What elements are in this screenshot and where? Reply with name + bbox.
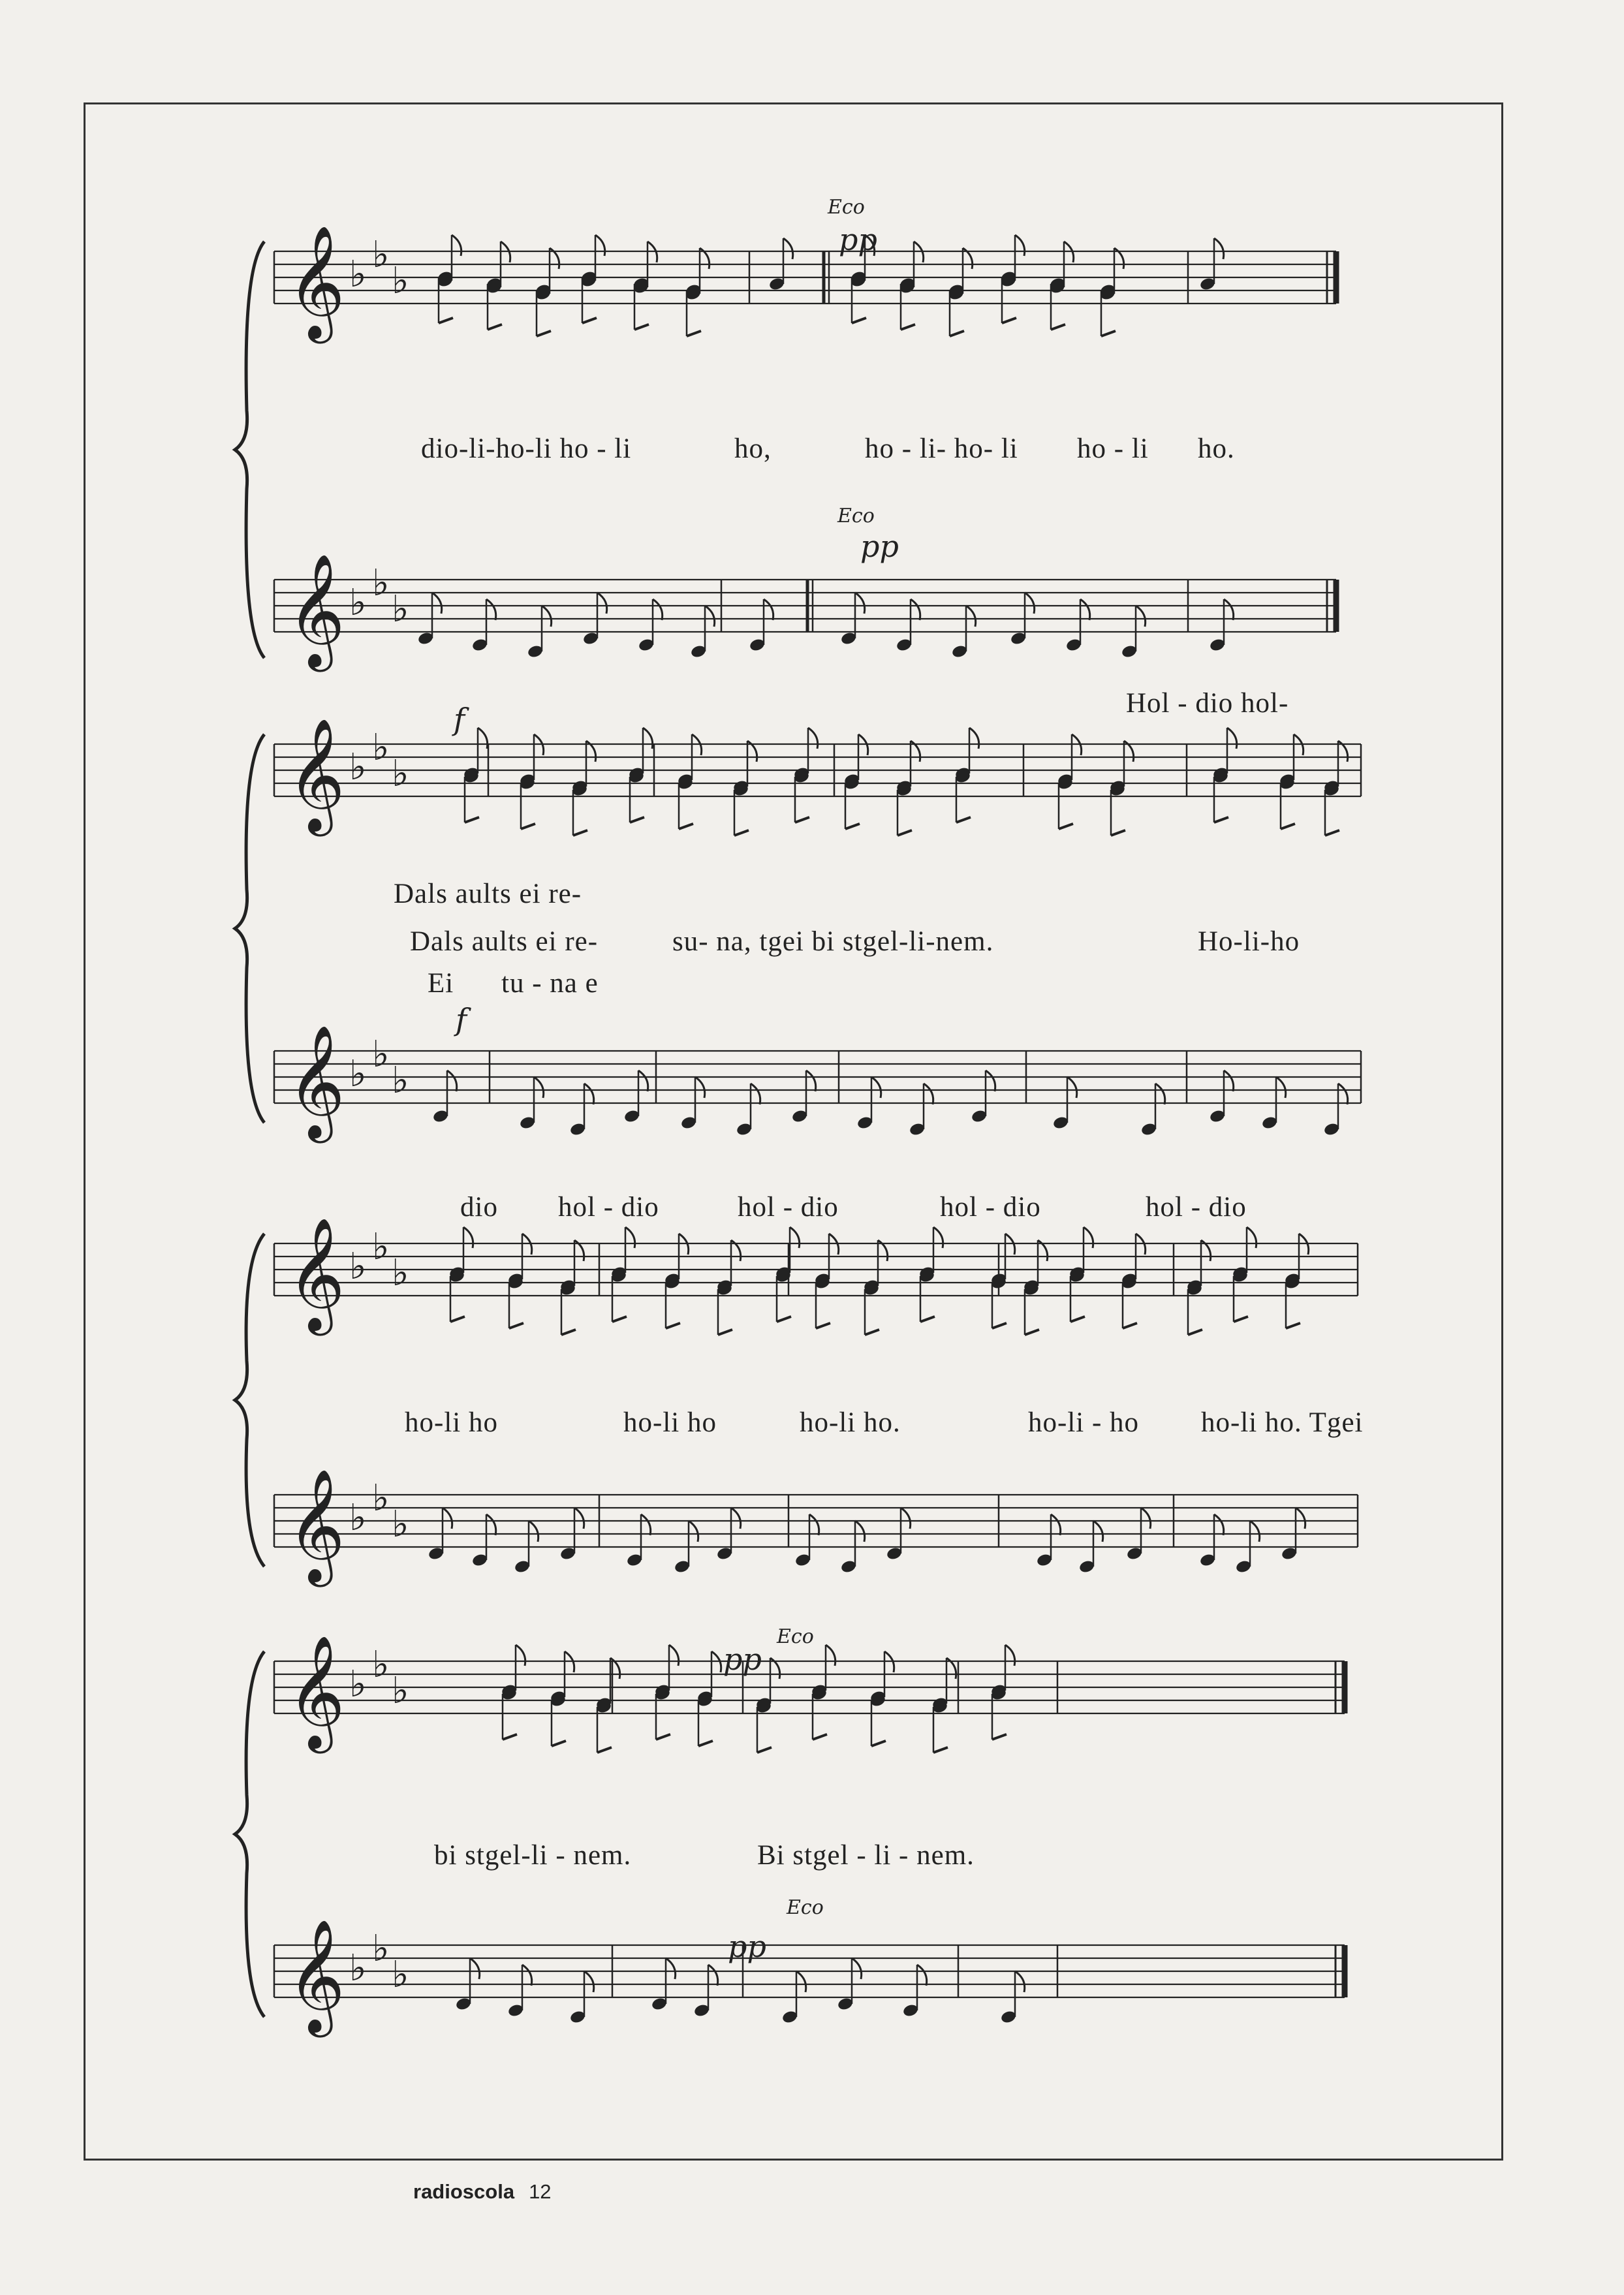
note-beam xyxy=(503,1734,517,1740)
treble-clef: 𝄞 xyxy=(287,718,345,832)
note-flag xyxy=(470,1958,480,1979)
lyric-line: Ei xyxy=(428,968,454,999)
note-flag xyxy=(478,728,488,749)
note-beam xyxy=(573,830,587,835)
note-beam xyxy=(450,1317,465,1322)
page-footer xyxy=(413,2180,552,2204)
note-flag xyxy=(1214,238,1224,259)
note-beam xyxy=(1325,830,1339,835)
note-beam xyxy=(795,817,809,822)
note-flag xyxy=(486,1514,496,1535)
flat-sign: ♭ xyxy=(349,1053,367,1095)
note-flag xyxy=(852,1958,862,1979)
note-beam xyxy=(561,1330,576,1335)
note-flag xyxy=(966,606,976,627)
note-beam xyxy=(679,824,693,829)
note-beam xyxy=(687,331,701,336)
note-flag xyxy=(584,1971,594,1992)
note-flag xyxy=(855,593,865,614)
flat-sign: ♭ xyxy=(372,562,390,604)
note-beam xyxy=(537,331,551,336)
note-flag xyxy=(708,1965,718,1986)
note-flag xyxy=(871,1077,881,1098)
note-flag xyxy=(432,593,442,614)
flat-sign: ♭ xyxy=(372,1928,390,1970)
note-flag xyxy=(486,599,496,620)
note-flag xyxy=(783,238,793,259)
note-flag xyxy=(969,728,979,749)
lyric-line: ho. xyxy=(1198,433,1235,464)
note-flag xyxy=(924,1084,933,1104)
note-flag xyxy=(669,1645,679,1666)
note-beam xyxy=(1286,1323,1300,1328)
note-flag xyxy=(1224,599,1234,620)
note-flag xyxy=(933,1227,943,1248)
flat-sign: ♭ xyxy=(372,234,390,276)
note-flag xyxy=(911,599,920,620)
lyric-line: ho, xyxy=(734,433,772,464)
note-beam xyxy=(634,324,649,330)
note-beam xyxy=(898,830,912,835)
note-flag xyxy=(595,235,605,256)
note-flag xyxy=(705,606,715,627)
note-flag xyxy=(1338,1084,1348,1104)
note-flag xyxy=(443,1508,452,1529)
note-beam xyxy=(920,1317,935,1322)
lyric-line: ho - li- ho- li xyxy=(865,433,1018,464)
forte-marking: f xyxy=(456,1002,467,1037)
note-flag xyxy=(447,1070,457,1091)
flat-sign: ♭ xyxy=(372,1477,390,1520)
system-brace xyxy=(235,1234,264,1567)
note-flag xyxy=(1155,1084,1165,1104)
page-number: 12 xyxy=(529,2180,552,2203)
note-flag xyxy=(1224,1070,1234,1091)
publication-name: radioscola xyxy=(413,2180,515,2203)
pp-marking: pp xyxy=(723,1642,762,1677)
note-beam xyxy=(1070,1317,1085,1322)
note-beam xyxy=(465,817,479,822)
note-beam xyxy=(992,1734,1007,1740)
treble-clef: 𝄞 xyxy=(287,1217,345,1331)
note-beam xyxy=(488,324,502,330)
note-beam xyxy=(1059,824,1073,829)
system-brace xyxy=(235,1651,264,2017)
note-beam xyxy=(630,817,644,822)
note-flag xyxy=(638,1070,648,1091)
lyric-line: Dals aults ei re- xyxy=(394,879,582,909)
note-flag xyxy=(1051,1514,1061,1535)
note-beam xyxy=(865,1330,879,1335)
note-flag xyxy=(796,1971,806,1992)
note-flag xyxy=(901,1508,911,1529)
note-flag xyxy=(1136,606,1146,627)
note-beam xyxy=(871,1741,886,1746)
note-flag xyxy=(826,1645,835,1666)
note-beam xyxy=(521,824,535,829)
note-flag xyxy=(452,235,461,256)
note-flag xyxy=(643,728,653,749)
lyric-line: hol - dio xyxy=(558,1192,659,1223)
pp-marking: pp xyxy=(860,529,899,564)
note-flag xyxy=(1247,1227,1257,1248)
lyric-line: hol - dio xyxy=(940,1192,1041,1223)
note-flag xyxy=(1296,1508,1305,1529)
note-flag xyxy=(653,599,663,620)
lyric-line: bi stgel-li - nem. xyxy=(434,1840,632,1871)
note-flag xyxy=(1227,728,1237,749)
note-flag xyxy=(751,1084,760,1104)
pp-marking: pp xyxy=(839,222,877,257)
note-beam xyxy=(698,1741,713,1746)
lyric-line: Dals aults ei re- xyxy=(410,926,599,957)
system-brace xyxy=(235,734,264,1123)
forte-marking: f xyxy=(454,702,465,737)
note-flag xyxy=(764,599,773,620)
note-beam xyxy=(1002,318,1016,323)
note-flag xyxy=(1250,1521,1260,1542)
treble-clef: 𝄞 xyxy=(287,1635,345,1749)
note-beam xyxy=(852,318,866,323)
note-flag xyxy=(574,1508,584,1529)
system-brace xyxy=(235,242,264,658)
flat-sign: ♭ xyxy=(392,260,409,302)
flat-sign: ♭ xyxy=(392,1670,409,1712)
eco-marking: Eco xyxy=(837,505,875,527)
note-beam xyxy=(813,1734,827,1740)
note-flag xyxy=(1067,1077,1077,1098)
treble-clef: 𝄞 xyxy=(287,1469,345,1582)
flat-sign: ♭ xyxy=(392,1252,409,1294)
note-beam xyxy=(1051,324,1065,330)
note-beam xyxy=(1234,1317,1248,1322)
flat-sign: ♭ xyxy=(372,1226,390,1268)
note-flag xyxy=(1025,593,1035,614)
note-flag xyxy=(542,606,552,627)
lyric-line: Hol - dio hol- xyxy=(1126,688,1289,719)
note-beam xyxy=(901,324,915,330)
note-beam xyxy=(1111,830,1125,835)
flat-sign: ♭ xyxy=(372,726,390,769)
note-beam xyxy=(552,1741,566,1746)
note-beam xyxy=(597,1747,612,1753)
note-flag xyxy=(1093,1521,1103,1542)
note-flag xyxy=(584,1084,594,1104)
note-flag xyxy=(1005,1645,1015,1666)
lyric-line: ho-li - ho xyxy=(1028,1407,1140,1438)
note-beam xyxy=(612,1317,627,1322)
note-beam xyxy=(509,1323,523,1328)
lyric-line: ho - li xyxy=(1077,433,1149,464)
flat-sign: ♭ xyxy=(392,1059,409,1102)
treble-clef: 𝄞 xyxy=(287,225,345,339)
note-flag xyxy=(463,1227,473,1248)
note-flag xyxy=(666,1958,676,1979)
note-beam xyxy=(734,830,749,835)
eco-marking: Eco xyxy=(787,1896,824,1919)
note-beam xyxy=(992,1323,1007,1328)
lyric-line: dio-li-ho-li ho - li xyxy=(421,433,632,464)
note-flag xyxy=(1141,1508,1151,1529)
note-beam xyxy=(1214,817,1228,822)
lyric-line: ho-li ho xyxy=(623,1407,717,1438)
note-beam xyxy=(1281,824,1295,829)
lyric-line: dio xyxy=(460,1192,498,1223)
note-flag xyxy=(1214,1514,1224,1535)
note-flag xyxy=(917,1965,927,1986)
flat-sign: ♭ xyxy=(349,1663,367,1706)
lyric-line: tu - na e xyxy=(501,968,599,999)
note-flag xyxy=(689,1521,698,1542)
note-flag xyxy=(731,1508,741,1529)
note-beam xyxy=(1101,331,1116,336)
lyric-line: su- na, tgei bi stgel-li-nem. xyxy=(672,926,994,957)
note-flag xyxy=(516,1645,525,1666)
note-flag xyxy=(695,1077,705,1098)
note-flag xyxy=(522,1965,532,1986)
note-flag xyxy=(1015,1971,1025,1992)
flat-sign: ♭ xyxy=(349,1245,367,1288)
pp-marking: pp xyxy=(728,1929,766,1964)
lyric-line: Bi stgel - li - nem. xyxy=(757,1840,975,1871)
flat-sign: ♭ xyxy=(349,1497,367,1539)
note-flag xyxy=(534,1077,544,1098)
note-flag xyxy=(855,1521,865,1542)
note-flag xyxy=(597,593,607,614)
note-beam xyxy=(816,1323,830,1328)
flat-sign: ♭ xyxy=(392,1503,409,1546)
treble-clef: 𝄞 xyxy=(287,1025,345,1138)
lyric-line: hol - dio xyxy=(738,1192,839,1223)
note-flag xyxy=(529,1521,539,1542)
flat-sign: ♭ xyxy=(392,1954,409,1996)
flat-sign: ♭ xyxy=(372,1644,390,1686)
lyric-line: Ho-li-ho xyxy=(1198,926,1300,957)
flat-sign: ♭ xyxy=(392,588,409,631)
note-flag xyxy=(625,1227,635,1248)
note-flag xyxy=(790,1227,800,1248)
note-beam xyxy=(933,1747,948,1753)
flat-sign: ♭ xyxy=(349,746,367,788)
note-beam xyxy=(656,1734,670,1740)
note-beam xyxy=(1123,1323,1137,1328)
flat-sign: ♭ xyxy=(349,253,367,296)
note-flag xyxy=(1084,1227,1093,1248)
lyric-line: ho-li ho. xyxy=(800,1407,901,1438)
lyric-line: hol - dio xyxy=(1146,1192,1247,1223)
note-beam xyxy=(956,817,971,822)
flat-sign: ♭ xyxy=(349,582,367,624)
treble-clef: 𝄞 xyxy=(287,1919,345,2033)
lyric-line: ho-li ho xyxy=(405,1407,498,1438)
note-flag xyxy=(1276,1077,1286,1098)
note-flag xyxy=(1080,599,1090,620)
note-beam xyxy=(777,1317,791,1322)
flat-sign: ♭ xyxy=(392,753,409,795)
note-beam xyxy=(1188,1330,1202,1335)
note-beam xyxy=(439,318,453,323)
note-beam xyxy=(582,318,597,323)
flat-sign: ♭ xyxy=(372,1033,390,1076)
note-beam xyxy=(666,1323,680,1328)
note-beam xyxy=(950,331,964,336)
eco-marking: Eco xyxy=(828,196,865,219)
note-flag xyxy=(641,1514,651,1535)
note-beam xyxy=(757,1747,772,1753)
note-flag xyxy=(809,1514,819,1535)
note-flag xyxy=(1015,235,1025,256)
note-beam xyxy=(845,824,860,829)
treble-clef: 𝄞 xyxy=(287,554,345,667)
note-flag xyxy=(808,728,818,749)
eco-marking: Eco xyxy=(777,1625,814,1648)
note-flag xyxy=(806,1070,816,1091)
lyric-line: ho-li ho. Tgei xyxy=(1201,1407,1364,1438)
note-flag xyxy=(986,1070,995,1091)
note-beam xyxy=(1025,1330,1039,1335)
note-beam xyxy=(718,1330,732,1335)
flat-sign: ♭ xyxy=(349,1947,367,1990)
